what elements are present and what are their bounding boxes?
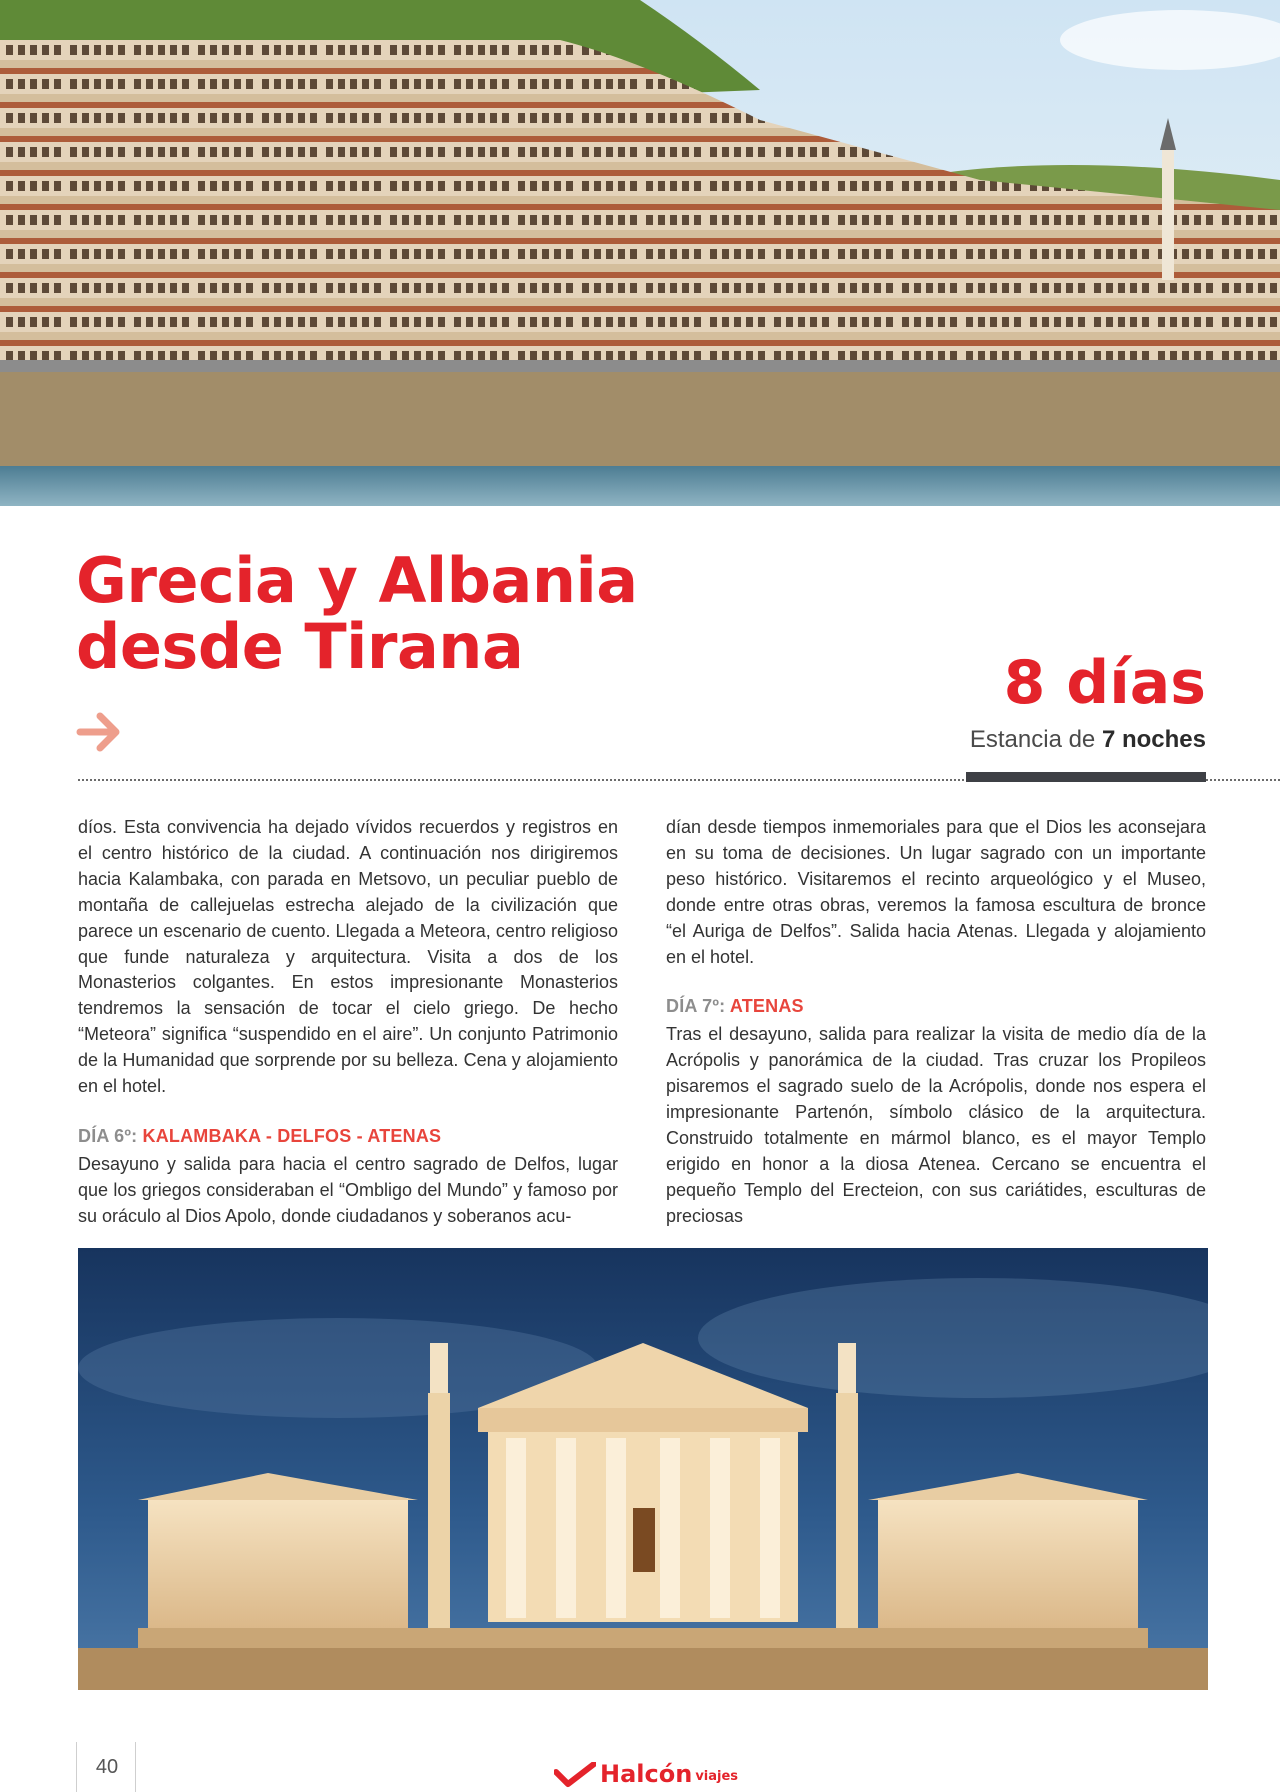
day-route: KALAMBAKA - DELFOS - ATENAS xyxy=(142,1125,442,1146)
itinerary-paragraph: Tras el desayuno, salida para realizar la visita de medio día de la Acrópolis y panorámica de la ciudad. Tras cruzar los Propileos pisaremos el sagrado suelo de la Acrópolis, donde nos espera el impresionante Partenón, símbolo clásico de la arquitectura. Construido totalmente en mármol blanco, es el mayor Templo erigido en honor a la diosa Atenea. Cercano se encuentra el pequeño Templo del Erecteion, con sus cariátides, esculturas de preciosas xyxy=(666,1024,1206,1226)
itinerary-paragraph: Desayuno y salida para hacia el centro sagrado de Delfos, lugar que los griegos consideraban el “Ombligo del Mundo” y famoso por su oráculo al Dios Apolo, donde ciudadanos y soberanos acu- xyxy=(78,1153,618,1226)
brand-name: Halcón xyxy=(600,1760,693,1788)
day-heading-7 xyxy=(666,994,1206,1020)
itinerary-paragraph: díos. Esta convivencia ha dejado vívidos recuerdos y registros en el centro histórico de la ciudad. A continuación nos dirigiremos hacia Kalambaka, con parada en Metsovo, un peculiar pueblo de montaña de callejuelas estrecha alejado de la civilización que parece un escenario de cuento. Llegada a Meteora, centro religioso que funde naturaleza y arquitectura. Visita a dos de los Monasterios colgantes. En estos impresionante Monasterios tendremos la sensación de tocar el cielo griego. De hecho “Meteora” significa “suspendido en el aire”. Un conjunto Patrimonio de la Humanidad que sorprende por su belleza. Cena y alojamiento en el hotel. xyxy=(78,817,618,1097)
stay-prefix: Estancia de xyxy=(969,726,1096,753)
hero-photo-berat xyxy=(0,0,1280,506)
brand-sub: viajes xyxy=(695,1769,739,1784)
title-line-2: desde Tirana xyxy=(76,610,524,683)
accent-bar xyxy=(966,772,1206,782)
photo-academy-athens xyxy=(78,1248,1208,1690)
day-heading-6 xyxy=(78,1124,618,1150)
page-number: 40 xyxy=(95,1756,119,1778)
day-route: ATENAS xyxy=(729,996,804,1017)
text-column-right xyxy=(666,815,1206,1230)
title-line-1: Grecia y Albania xyxy=(76,544,638,617)
day-number: DÍA 7º: xyxy=(666,996,726,1017)
photo-illustration xyxy=(78,1248,1208,1690)
stay-nights xyxy=(970,726,1206,754)
halcon-logo-icon xyxy=(554,1762,596,1788)
text-column-left xyxy=(78,815,618,1230)
itinerary-paragraph: dían desde tiempos inmemoriales para que el Dios les aconsejara en su toma de decisiones. Un lugar sagrado con un importante peso histórico. Visitaremos el recinto arqueológico y el Museo, donde entre otras obras, veremos la famosa escultura de bronce “el Auriga de Delfos”. Salida hacia Atenas. Llegada y alojamiento en el hotel. xyxy=(666,817,1206,967)
day-number: DÍA 6º: xyxy=(78,1125,138,1146)
arrow-right-icon xyxy=(76,708,124,756)
page-title xyxy=(76,544,716,683)
stay-nights-value: 7 noches xyxy=(1101,726,1206,753)
page-number-box xyxy=(76,1742,136,1792)
trip-duration: 8 días xyxy=(1003,648,1206,718)
hero-photo-illustration xyxy=(0,0,1280,506)
brand-logo xyxy=(554,1754,738,1788)
